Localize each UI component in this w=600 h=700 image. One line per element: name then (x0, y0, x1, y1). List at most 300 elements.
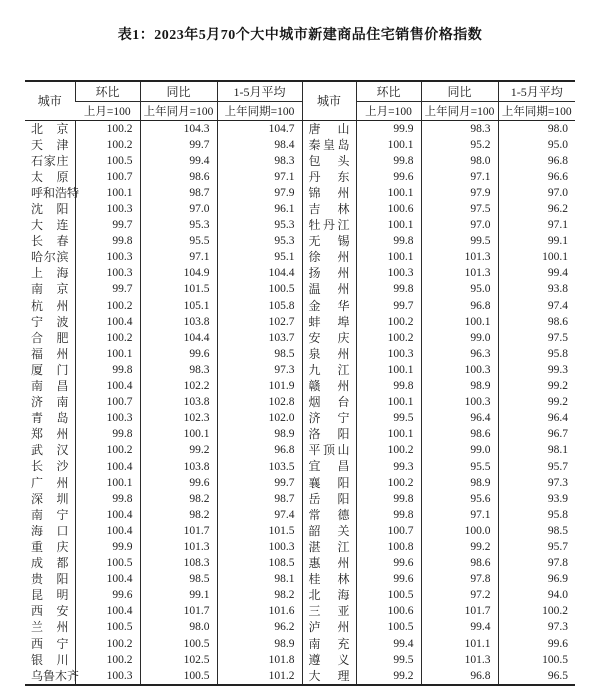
value-cell: 99.7 (140, 137, 217, 153)
table-row (25, 330, 575, 346)
value-cell: 108.5 (217, 555, 302, 571)
value-cell: 98.2 (217, 587, 302, 603)
value-cell: 100.2 (356, 314, 421, 330)
value-cell: 100.5 (217, 281, 302, 297)
mom-header-left: 环比 (75, 81, 140, 101)
city-cell: 包 头 (302, 153, 356, 169)
city-cell: 大 理 (302, 668, 356, 685)
city-cell: 宁 波 (31, 314, 69, 329)
value-cell: 97.1 (498, 217, 575, 233)
mom-subheader-right: 上月=100 (356, 101, 421, 120)
value-cell: 98.0 (498, 120, 575, 137)
table-row (25, 491, 575, 507)
value-cell: 101.1 (421, 636, 498, 652)
value-cell: 98.1 (498, 442, 575, 458)
value-cell: 100.1 (498, 249, 575, 265)
value-cell: 99.8 (356, 378, 421, 394)
table-row (25, 603, 575, 619)
value-cell: 100.6 (356, 603, 421, 619)
table-row (25, 249, 575, 265)
value-cell: 100.8 (356, 539, 421, 555)
value-cell: 97.9 (421, 185, 498, 201)
value-cell: 100.5 (75, 619, 140, 635)
value-cell: 100.2 (356, 475, 421, 491)
city-cell: 合 肥 (31, 330, 69, 345)
value-cell: 97.1 (140, 249, 217, 265)
table-row (25, 507, 575, 523)
city-cell: 扬 州 (302, 265, 356, 281)
city-cell: 海 口 (31, 523, 69, 538)
value-cell: 99.2 (356, 668, 421, 685)
value-cell: 95.5 (140, 233, 217, 249)
city-cell: 长 春 (31, 234, 69, 249)
value-cell: 101.9 (217, 378, 302, 394)
value-cell: 98.2 (140, 491, 217, 507)
value-cell: 99.8 (356, 491, 421, 507)
value-cell: 98.5 (140, 571, 217, 587)
table-row (25, 378, 575, 394)
city-cell: 常 德 (302, 507, 356, 523)
table-row (25, 120, 575, 137)
yoy-header-right: 同比 (421, 81, 498, 101)
city-cell: 蚌 埠 (302, 314, 356, 330)
table-row (25, 233, 575, 249)
value-cell: 99.8 (356, 507, 421, 523)
value-cell: 100.4 (75, 571, 140, 587)
value-cell: 101.7 (140, 523, 217, 539)
value-cell: 95.8 (498, 346, 575, 362)
value-cell: 108.3 (140, 555, 217, 571)
value-cell: 98.9 (421, 378, 498, 394)
value-cell: 100.4 (75, 603, 140, 619)
value-cell: 99.6 (75, 587, 140, 603)
avg-subheader-left: 上年同期=100 (217, 101, 302, 120)
value-cell: 97.5 (498, 330, 575, 346)
value-cell: 99.4 (140, 153, 217, 169)
city-cell: 宜 昌 (302, 458, 356, 474)
value-cell: 102.7 (217, 314, 302, 330)
value-cell: 99.1 (498, 233, 575, 249)
city-cell: 昆 明 (31, 588, 69, 603)
value-cell: 100.3 (421, 362, 498, 378)
value-cell: 95.0 (421, 281, 498, 297)
city-cell: 襄 阳 (302, 475, 356, 491)
table-row (25, 668, 575, 685)
city-cell: 徐 州 (302, 249, 356, 265)
value-cell: 97.0 (421, 217, 498, 233)
value-cell: 103.8 (140, 394, 217, 410)
table-row (25, 394, 575, 410)
value-cell: 99.8 (75, 362, 140, 378)
table-row (25, 555, 575, 571)
table-row (25, 346, 575, 362)
table-row (25, 265, 575, 281)
city-cell: 锦 州 (302, 185, 356, 201)
city-cell: 平 顶 山 (302, 442, 356, 458)
value-cell: 102.2 (140, 378, 217, 394)
value-cell: 97.1 (421, 507, 498, 523)
city-cell: 兰 州 (31, 620, 69, 635)
city-cell: 湛 江 (302, 539, 356, 555)
value-cell: 101.3 (421, 249, 498, 265)
value-cell: 103.7 (217, 330, 302, 346)
value-cell: 93.9 (498, 491, 575, 507)
value-cell: 98.6 (421, 555, 498, 571)
value-cell: 97.0 (140, 201, 217, 217)
value-cell: 98.6 (421, 426, 498, 442)
value-cell: 98.9 (421, 475, 498, 491)
value-cell: 99.9 (356, 120, 421, 137)
value-cell: 96.8 (217, 442, 302, 458)
table-row (25, 137, 575, 153)
value-cell: 99.3 (498, 362, 575, 378)
value-cell: 102.3 (140, 410, 217, 426)
city-cell: 泉 州 (302, 346, 356, 362)
city-cell: 石 家 庄 (31, 153, 69, 168)
table-row (25, 298, 575, 314)
value-cell: 97.1 (421, 169, 498, 185)
table-row (25, 619, 575, 635)
avg-header-right: 1-5月平均 (498, 81, 575, 101)
city-cell: 深 圳 (31, 491, 69, 506)
value-cell: 98.1 (217, 571, 302, 587)
city-cell: 武 汉 (31, 443, 69, 458)
city-cell: 沈 阳 (31, 201, 69, 216)
value-cell: 100.3 (356, 346, 421, 362)
value-cell: 98.0 (421, 153, 498, 169)
value-cell: 96.5 (498, 668, 575, 685)
city-cell: 大 连 (31, 218, 69, 233)
value-cell: 99.0 (421, 330, 498, 346)
value-cell: 100.2 (75, 330, 140, 346)
value-cell: 99.3 (356, 458, 421, 474)
value-cell: 100.3 (75, 201, 140, 217)
value-cell: 102.5 (140, 652, 217, 668)
value-cell: 100.2 (356, 442, 421, 458)
value-cell: 97.3 (217, 362, 302, 378)
value-cell: 99.5 (356, 652, 421, 668)
value-cell: 99.2 (498, 378, 575, 394)
value-cell: 96.8 (421, 668, 498, 685)
city-cell: 唐 山 (302, 120, 356, 137)
value-cell: 97.4 (217, 507, 302, 523)
value-cell: 98.5 (498, 523, 575, 539)
value-cell: 101.5 (217, 523, 302, 539)
value-cell: 104.9 (140, 265, 217, 281)
city-cell: 济 宁 (302, 410, 356, 426)
value-cell: 103.5 (217, 458, 302, 474)
city-cell: 遵 义 (302, 652, 356, 668)
value-cell: 101.5 (140, 281, 217, 297)
value-cell: 99.4 (356, 636, 421, 652)
mom-header-right: 环比 (356, 81, 421, 101)
value-cell: 99.9 (75, 539, 140, 555)
value-cell: 104.3 (140, 120, 217, 137)
value-cell: 100.1 (356, 137, 421, 153)
table-row (25, 571, 575, 587)
city-cell: 赣 州 (302, 378, 356, 394)
value-cell: 98.9 (217, 426, 302, 442)
city-cell: 无 锡 (302, 233, 356, 249)
value-cell: 95.3 (217, 233, 302, 249)
value-cell: 95.7 (498, 458, 575, 474)
table-row (25, 185, 575, 201)
value-cell: 99.2 (498, 394, 575, 410)
value-cell: 99.8 (75, 233, 140, 249)
value-cell: 99.8 (356, 153, 421, 169)
city-cell: 广 州 (31, 475, 69, 490)
value-cell: 100.2 (356, 330, 421, 346)
city-cell: 九 江 (302, 362, 356, 378)
value-cell: 96.1 (217, 201, 302, 217)
city-cell: 金 华 (302, 298, 356, 314)
value-cell: 99.8 (356, 281, 421, 297)
avg-header-left: 1-5月平均 (217, 81, 302, 101)
city-cell: 乌 鲁 木 齐 (31, 668, 80, 683)
value-cell: 100.1 (75, 185, 140, 201)
value-cell: 100.5 (75, 153, 140, 169)
value-cell: 102.8 (217, 394, 302, 410)
value-cell: 96.4 (498, 410, 575, 426)
value-cell: 97.4 (498, 298, 575, 314)
city-header-right: 城市 (302, 81, 356, 120)
value-cell: 100.3 (421, 394, 498, 410)
table-row (25, 314, 575, 330)
value-cell: 95.1 (217, 249, 302, 265)
value-cell: 96.8 (498, 153, 575, 169)
city-cell: 西 宁 (31, 636, 69, 651)
city-cell: 南 昌 (31, 379, 69, 393)
value-cell: 95.7 (498, 539, 575, 555)
table-row (25, 426, 575, 442)
city-cell: 洛 阳 (302, 426, 356, 442)
city-cell: 厦 门 (31, 362, 69, 377)
city-cell: 南 宁 (31, 507, 69, 522)
value-cell: 99.6 (356, 169, 421, 185)
value-cell: 100.1 (356, 185, 421, 201)
value-cell: 99.8 (75, 491, 140, 507)
value-cell: 104.7 (217, 120, 302, 137)
value-cell: 101.2 (217, 668, 302, 685)
value-cell: 93.8 (498, 281, 575, 297)
value-cell: 98.6 (140, 169, 217, 185)
value-cell: 95.6 (421, 491, 498, 507)
value-cell: 101.6 (217, 603, 302, 619)
mom-subheader-left: 上月=100 (75, 101, 140, 120)
table-row (25, 362, 575, 378)
value-cell: 100.2 (75, 137, 140, 153)
table-row (25, 539, 575, 555)
value-cell: 100.3 (75, 265, 140, 281)
value-cell: 96.8 (421, 298, 498, 314)
value-cell: 95.0 (498, 137, 575, 153)
avg-subheader-right: 上年同期=100 (498, 101, 575, 120)
value-cell: 99.7 (75, 217, 140, 233)
value-cell: 100.1 (356, 217, 421, 233)
value-cell: 99.4 (421, 619, 498, 635)
table-row (25, 201, 575, 217)
city-cell: 惠 州 (302, 555, 356, 571)
value-cell: 100.3 (75, 249, 140, 265)
city-cell: 南 充 (302, 636, 356, 652)
city-cell: 天 津 (31, 137, 69, 152)
city-cell: 安 庆 (302, 330, 356, 346)
value-cell: 100.5 (356, 587, 421, 603)
value-cell: 96.2 (217, 619, 302, 635)
page-title: 表1：2023年5月70个大中城市新建商品住宅销售价格指数 (117, 28, 483, 43)
value-cell: 105.1 (140, 298, 217, 314)
value-cell: 100.4 (75, 507, 140, 523)
value-cell: 99.6 (140, 475, 217, 491)
city-cell: 银 川 (31, 652, 69, 667)
value-cell: 100.7 (75, 169, 140, 185)
table-row (25, 475, 575, 491)
value-cell: 103.8 (140, 314, 217, 330)
value-cell: 100.1 (75, 346, 140, 362)
value-cell: 101.7 (140, 603, 217, 619)
city-cell: 太 原 (31, 169, 69, 184)
value-cell: 101.3 (140, 539, 217, 555)
value-cell: 97.8 (421, 571, 498, 587)
value-cell: 96.7 (498, 426, 575, 442)
value-cell: 105.8 (217, 298, 302, 314)
value-cell: 101.3 (421, 265, 498, 281)
value-cell: 100.5 (356, 619, 421, 635)
city-cell: 贵 阳 (31, 572, 69, 587)
value-cell: 100.4 (75, 523, 140, 539)
city-cell: 杭 州 (31, 298, 69, 313)
value-cell: 100.6 (356, 201, 421, 217)
value-cell: 100.1 (356, 249, 421, 265)
value-cell: 96.3 (421, 346, 498, 362)
table-row (25, 410, 575, 426)
value-cell: 100.1 (356, 394, 421, 410)
table-row (25, 281, 575, 297)
value-cell: 100.3 (356, 265, 421, 281)
value-cell: 100.4 (75, 314, 140, 330)
value-cell: 100.2 (75, 442, 140, 458)
value-cell: 100.1 (356, 362, 421, 378)
city-cell: 韶 关 (302, 523, 356, 539)
city-cell: 南 京 (31, 282, 69, 297)
value-cell: 98.3 (217, 153, 302, 169)
value-cell: 100.1 (421, 314, 498, 330)
table-row (25, 652, 575, 668)
city-cell: 济 南 (31, 395, 69, 410)
value-cell: 95.8 (498, 507, 575, 523)
table-row (25, 217, 575, 233)
value-cell: 98.0 (140, 619, 217, 635)
value-cell: 97.0 (498, 185, 575, 201)
value-cell: 100.2 (75, 652, 140, 668)
table-row (25, 442, 575, 458)
value-cell: 95.2 (421, 137, 498, 153)
value-cell: 98.3 (140, 362, 217, 378)
city-cell: 烟 台 (302, 394, 356, 410)
value-cell: 100.2 (498, 603, 575, 619)
value-cell: 98.9 (217, 636, 302, 652)
value-cell: 101.3 (421, 652, 498, 668)
value-cell: 103.8 (140, 458, 217, 474)
value-cell: 95.3 (217, 217, 302, 233)
value-cell: 102.0 (217, 410, 302, 426)
value-cell: 98.7 (217, 491, 302, 507)
value-cell: 99.7 (217, 475, 302, 491)
value-cell: 100.4 (75, 378, 140, 394)
value-cell: 101.7 (421, 603, 498, 619)
table-row (25, 523, 575, 539)
value-cell: 100.4 (75, 458, 140, 474)
city-cell: 丹 东 (302, 169, 356, 185)
yoy-subheader-right: 上年同月=100 (421, 101, 498, 120)
table-row (25, 636, 575, 652)
value-cell: 100.5 (498, 652, 575, 668)
city-cell: 福 州 (31, 346, 69, 361)
city-cell: 泸 州 (302, 619, 356, 635)
city-header-left: 城市 (25, 81, 75, 120)
value-cell: 98.3 (421, 120, 498, 137)
value-cell: 99.5 (356, 410, 421, 426)
value-cell: 100.1 (356, 426, 421, 442)
city-cell: 岳 阳 (302, 491, 356, 507)
value-cell: 95.5 (421, 458, 498, 474)
city-cell: 北 京 (31, 121, 69, 136)
value-cell: 97.2 (421, 587, 498, 603)
value-cell: 100.5 (75, 555, 140, 571)
city-cell: 牡 丹 江 (302, 217, 356, 233)
city-cell: 吉 林 (302, 201, 356, 217)
value-cell: 100.3 (75, 668, 140, 685)
value-cell: 100.3 (217, 539, 302, 555)
city-cell: 郑 州 (31, 427, 69, 442)
value-cell: 100.7 (75, 394, 140, 410)
value-cell: 99.2 (421, 539, 498, 555)
value-cell: 97.8 (498, 555, 575, 571)
value-cell: 99.7 (75, 281, 140, 297)
value-cell: 96.4 (421, 410, 498, 426)
city-cell: 重 庆 (31, 539, 69, 554)
value-cell: 97.9 (217, 185, 302, 201)
city-cell: 长 沙 (31, 459, 69, 474)
value-cell: 99.7 (356, 298, 421, 314)
value-cell: 98.2 (140, 507, 217, 523)
value-cell: 98.5 (217, 346, 302, 362)
value-cell: 100.5 (140, 668, 217, 685)
city-cell: 温 州 (302, 281, 356, 297)
value-cell: 94.0 (498, 587, 575, 603)
value-cell: 104.4 (217, 265, 302, 281)
table-row (25, 458, 575, 474)
value-cell: 100.2 (75, 636, 140, 652)
value-cell: 97.5 (421, 201, 498, 217)
value-cell: 98.4 (217, 137, 302, 153)
value-cell: 97.3 (498, 619, 575, 635)
value-cell: 99.6 (356, 555, 421, 571)
value-cell: 96.2 (498, 201, 575, 217)
value-cell: 100.2 (75, 298, 140, 314)
value-cell: 100.3 (75, 410, 140, 426)
city-cell: 成 都 (31, 556, 69, 571)
value-cell: 99.8 (356, 233, 421, 249)
value-cell: 100.2 (75, 120, 140, 137)
city-cell: 三 亚 (302, 603, 356, 619)
value-cell: 96.6 (498, 169, 575, 185)
table-row (25, 587, 575, 603)
value-cell: 97.3 (498, 475, 575, 491)
table-body (25, 120, 575, 685)
city-cell: 西 安 (31, 604, 69, 619)
city-cell: 哈 尔 滨 (31, 250, 69, 265)
